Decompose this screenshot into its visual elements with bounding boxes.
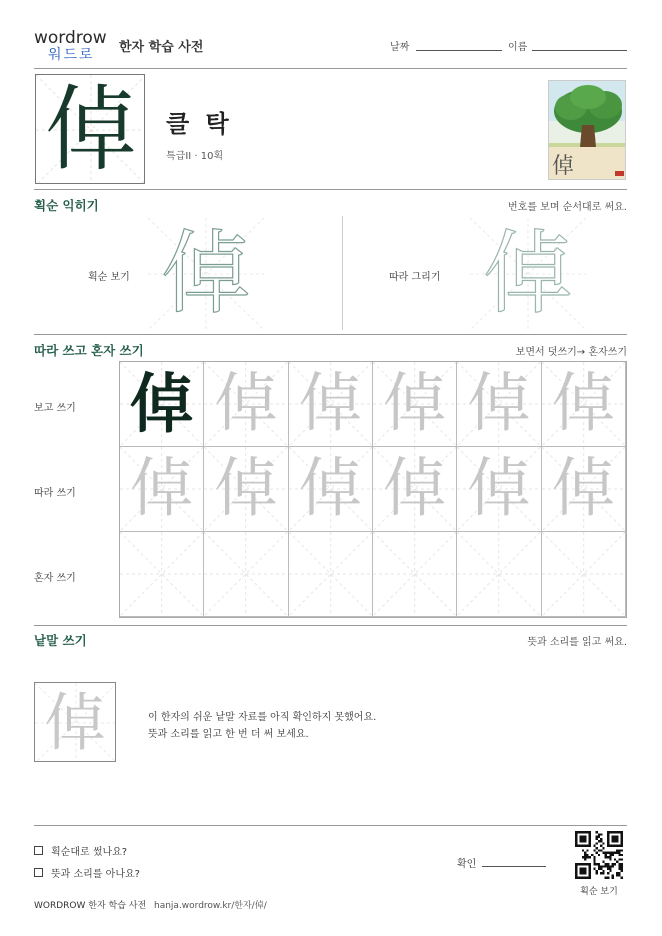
footer-divider <box>34 825 627 826</box>
practice-cell[interactable] <box>373 447 457 532</box>
practice-section-title: 따라 쓰고 혼자 쓰기 <box>34 343 144 358</box>
trace-character: 倬 <box>382 452 447 526</box>
date-field-line <box>416 50 502 51</box>
practice-cell[interactable] <box>120 362 204 447</box>
practice-cell[interactable] <box>457 447 541 532</box>
trace-character: 倬 <box>298 367 363 441</box>
practice-cell[interactable] <box>373 532 457 617</box>
meaning-section-title: 낱말 쓰기 <box>34 633 87 648</box>
checklist-item-stroke[interactable] <box>34 843 127 858</box>
meaning-text-line1: 이 한자의 쉬운 낱말 자료를 아직 확인하지 못했어요. <box>148 712 377 723</box>
qr-code-icon[interactable] <box>575 831 623 879</box>
practice-cell[interactable] <box>289 532 373 617</box>
guide-lines <box>457 532 540 616</box>
character-reading: 클 탁 <box>166 110 233 138</box>
practice-section-note: 보면서 덧쓰기→ 혼자쓰기 <box>515 347 627 358</box>
guide-lines <box>204 532 287 616</box>
header-divider <box>34 68 627 69</box>
app-title: 한자 학습 사전 <box>119 40 204 55</box>
practice-cell[interactable] <box>120 447 204 532</box>
meaning-section-note: 뜻과 소리를 읽고 써요. <box>527 637 627 648</box>
stroke-view-label: 획순 보기 <box>88 272 130 283</box>
practice-cell[interactable] <box>204 362 288 447</box>
trace-character: 倬 <box>298 452 363 526</box>
qr-label: 획순 보기 <box>580 887 618 897</box>
svg-text:倬: 倬 <box>552 154 575 179</box>
footer-url[interactable]: hanja.wordrow.kr/한자/倬/ <box>154 901 267 911</box>
practice-cell[interactable] <box>542 447 626 532</box>
practice-grid <box>119 361 627 618</box>
practice-cell[interactable] <box>204 447 288 532</box>
practice-cell[interactable] <box>120 532 204 617</box>
row-label-trace: 따라 쓰기 <box>34 488 76 499</box>
trace-character: 倬 <box>483 221 573 326</box>
practice-cell[interactable] <box>204 532 288 617</box>
meaning-character: 倬 <box>43 686 106 759</box>
confirm-label: 확인 <box>457 859 477 870</box>
practice-cell[interactable] <box>542 532 626 617</box>
stroke-order-character: 倬 <box>161 221 251 326</box>
date-label: 날짜 <box>390 42 410 53</box>
confirm-signature-line <box>482 866 546 867</box>
section-divider <box>34 334 627 335</box>
guide-lines <box>373 532 456 616</box>
checkbox-icon[interactable] <box>34 846 43 855</box>
checklist-label: 획순대로 썼나요? <box>51 847 128 858</box>
trace-character: 倬 <box>551 452 616 526</box>
practice-cell[interactable] <box>457 532 541 617</box>
stroke-order-view[interactable] <box>148 218 264 330</box>
guide-lines <box>542 532 625 616</box>
name-field-line <box>532 50 627 51</box>
trace-character: 倬 <box>551 367 616 441</box>
practice-cell[interactable] <box>457 362 541 447</box>
main-character: 倬 <box>44 76 137 183</box>
guide-lines <box>120 532 203 616</box>
guide-lines <box>289 532 372 616</box>
practice-cell[interactable] <box>289 447 373 532</box>
trace-character: 倬 <box>466 367 531 441</box>
footer-brand: WORDROW 한자 학습 사전 <box>34 901 147 911</box>
row-label-alone: 혼자 쓰기 <box>34 573 76 584</box>
trace-character: 倬 <box>213 367 278 441</box>
wordrow-logo[interactable] <box>34 30 114 64</box>
trace-character: 倬 <box>382 367 447 441</box>
main-character-box <box>35 74 145 184</box>
logo-korean: 워드로 <box>48 47 95 63</box>
meaning-text-line2: 뜻과 소리를 읽고 한 번 더 써 보세요. <box>148 729 309 740</box>
meaning-character-box[interactable] <box>34 682 116 762</box>
trace-character: 倬 <box>213 452 278 526</box>
practice-cell[interactable] <box>373 362 457 447</box>
checkbox-icon[interactable] <box>34 868 43 877</box>
trace-character: 倬 <box>129 452 194 526</box>
section-divider <box>34 189 627 190</box>
name-label: 이름 <box>508 42 528 53</box>
checklist-item-meaning[interactable] <box>34 865 140 880</box>
checklist-label: 뜻과 소리를 아나요? <box>51 869 140 880</box>
stroke-trace-area[interactable] <box>470 218 586 330</box>
practice-cell[interactable] <box>289 362 373 447</box>
row-label-view: 보고 쓰기 <box>34 403 76 414</box>
stroke-trace-label: 따라 그리기 <box>389 272 441 283</box>
practice-cell[interactable] <box>542 362 626 447</box>
stroke-divider <box>342 216 343 330</box>
section-divider <box>34 625 627 626</box>
tree-illustration <box>548 80 626 180</box>
stroke-section-title: 획순 익히기 <box>34 198 99 213</box>
trace-character: 倬 <box>466 452 531 526</box>
character-grade: 특급II · 10획 <box>166 151 224 162</box>
logo-wordmark: wordrow <box>34 28 107 48</box>
stroke-section-note: 번호를 보며 순서대로 써요. <box>508 202 627 213</box>
model-character: 倬 <box>129 367 194 442</box>
